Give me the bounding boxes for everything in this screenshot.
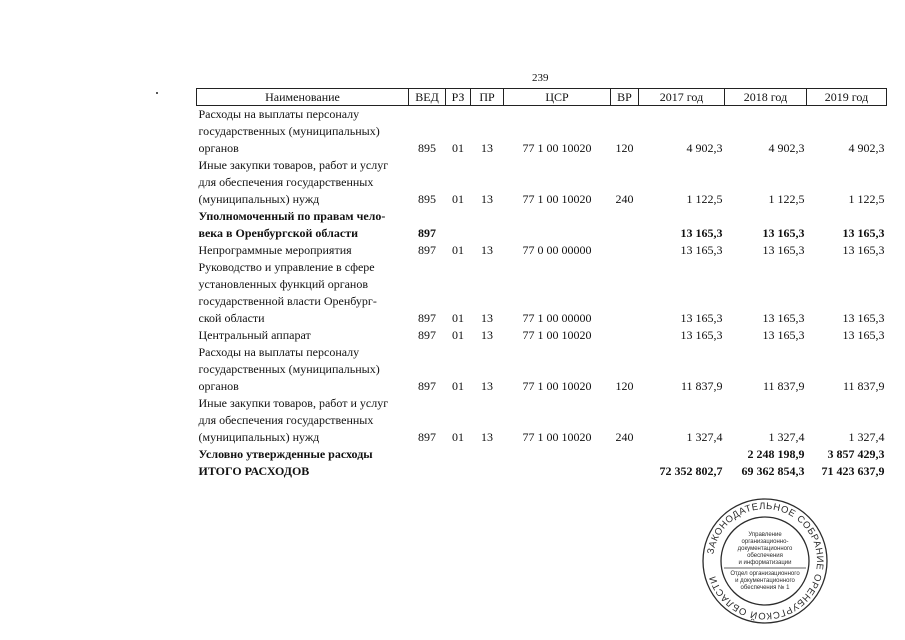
cell-pr: 13 [481, 328, 493, 342]
cell-ved [409, 463, 446, 480]
cell-vr: 120 [615, 379, 634, 393]
cell-2019: 13 165,3 [842, 226, 885, 240]
cell-ved: 897 [418, 243, 436, 257]
cell-rz [446, 446, 471, 463]
cell-2018: 13 165,3 [762, 311, 805, 325]
cell-2019: 11 837,9 [842, 379, 885, 393]
cell-name [197, 242, 409, 259]
cell-vr [611, 259, 639, 327]
cell-2019: 71 423 637,9 [821, 464, 885, 478]
cell-name-line: ИТОГО РАСХОДОВ [198, 464, 310, 478]
scan-speck [156, 92, 158, 94]
cell-name [197, 106, 409, 158]
cell-2018: 2 248 198,9 [747, 447, 805, 461]
table-body [197, 106, 887, 481]
cell-name-line: установленных функций органов [198, 277, 369, 291]
cell-name-line: для обеспечения государственных [198, 175, 374, 189]
cell-name-line: Иные закупки товаров, работ и услуг [198, 396, 389, 410]
stamp-inner-line: обеспечения [747, 553, 783, 559]
cell-name-line: Центральный аппарат [198, 328, 311, 342]
cell-2019: 4 902,3 [848, 141, 885, 155]
official-stamp [700, 496, 830, 626]
header-csr: ЦСР [504, 89, 611, 106]
cell-name-line: (муниципальных) нужд [198, 192, 320, 206]
cell-name-line: государственных (муниципальных) [198, 124, 380, 138]
cell-rz: 01 [452, 328, 464, 342]
cell-2017: 13 165,3 [680, 243, 723, 257]
cell-pr [471, 463, 504, 480]
table-row [197, 463, 887, 480]
cell-name-line: органов [198, 141, 239, 155]
cell-csr: 77 1 00 10020 [522, 379, 592, 393]
cell-2017: 11 837,9 [680, 379, 723, 393]
table-row [197, 327, 887, 344]
stamp-inner-line: и документационного [735, 578, 795, 584]
cell-2018: 13 165,3 [762, 243, 805, 257]
cell-vr [611, 208, 639, 242]
cell-pr: 13 [481, 311, 493, 325]
header-2018: 2018 год [725, 89, 807, 106]
cell-name-line: государственных (муниципальных) [198, 362, 380, 376]
cell-pr [471, 446, 504, 463]
stamp-inner-line: Управление [748, 532, 782, 538]
cell-name [197, 327, 409, 344]
cell-2017: 1 327,4 [686, 430, 723, 444]
cell-name [197, 208, 409, 242]
cell-ved: 897 [418, 430, 436, 444]
header-name: Наименование [197, 89, 409, 106]
cell-vr [611, 446, 639, 463]
cell-2017: 13 165,3 [680, 226, 723, 240]
cell-pr: 13 [481, 243, 493, 257]
cell-2018: 1 122,5 [768, 192, 805, 206]
cell-pr: 13 [481, 141, 493, 155]
table-row [197, 106, 887, 158]
cell-ved [409, 446, 446, 463]
cell-name-line: Руководство и управление в сфере [198, 260, 375, 274]
cell-name-line: Уполномоченный по правам чело- [198, 209, 386, 223]
cell-ved: 897 [418, 379, 436, 393]
cell-2018: 69 362 854,3 [741, 464, 805, 478]
cell-name [197, 446, 409, 463]
header-2019: 2019 год [807, 89, 887, 106]
budget-table [196, 88, 887, 480]
cell-name-line: Условно утвержденные расходы [198, 447, 373, 461]
cell-2017: 1 122,5 [686, 192, 723, 206]
cell-name-line: Непрограммные мероприятия [198, 243, 352, 257]
cell-vr: 240 [615, 430, 634, 444]
cell-csr: 77 0 00 00000 [522, 243, 592, 257]
cell-pr: 13 [481, 192, 493, 206]
cell-name-line: государственной власти Оренбург- [198, 294, 377, 308]
table-row [197, 344, 887, 395]
table-row [197, 208, 887, 242]
cell-2018: 11 837,9 [762, 379, 805, 393]
cell-2018: 4 902,3 [768, 141, 805, 155]
stamp-inner-line: обеспечения № 1 [740, 585, 790, 591]
cell-pr [471, 208, 504, 242]
header-ved: ВЕД [409, 89, 446, 106]
cell-2019: 1 122,5 [848, 192, 885, 206]
cell-ved: 895 [418, 192, 436, 206]
cell-pr: 13 [481, 430, 493, 444]
cell-rz: 01 [452, 192, 464, 206]
cell-name-line: Расходы на выплаты персоналу [198, 345, 360, 359]
cell-2017: 13 165,3 [680, 311, 723, 325]
cell-ved: 897 [418, 226, 436, 240]
page-number: 239 [532, 72, 549, 84]
cell-vr [611, 463, 639, 480]
table-header-row [197, 89, 887, 106]
cell-csr: 77 1 00 10020 [522, 328, 592, 342]
cell-2018: 13 165,3 [762, 226, 805, 240]
cell-name [197, 463, 409, 480]
table-row [197, 446, 887, 463]
stamp-ring-text: ЗАКОНОДАТЕЛЬНОЕ СОБРАНИЕ ОРЕНБУРГСКОЙ ОБЛАСТИ [705, 500, 826, 622]
cell-vr [611, 242, 639, 259]
stamp-inner-line: и информатизации [738, 560, 792, 566]
cell-name-line: Иные закупки товаров, работ и услуг [198, 158, 389, 172]
stamp-inner-text [724, 532, 806, 591]
cell-name-line: Расходы на выплаты персоналу [198, 107, 360, 121]
table-row [197, 242, 887, 259]
cell-csr: 77 1 00 10020 [522, 192, 592, 206]
cell-ved: 897 [418, 311, 436, 325]
stamp-inner-line: организационно- [741, 539, 789, 545]
table-row [197, 395, 887, 446]
cell-2018: 13 165,3 [762, 328, 805, 342]
cell-2019: 3 857 429,3 [827, 447, 885, 461]
cell-name [197, 344, 409, 395]
cell-vr: 120 [615, 141, 634, 155]
cell-2018: 1 327,4 [768, 430, 805, 444]
cell-2017: 13 165,3 [680, 328, 723, 342]
cell-rz: 01 [452, 243, 464, 257]
cell-pr: 13 [481, 379, 493, 393]
cell-csr [504, 208, 611, 242]
cell-2017 [639, 446, 725, 463]
cell-rz: 01 [452, 141, 464, 155]
cell-vr [611, 327, 639, 344]
cell-2019: 13 165,3 [842, 311, 885, 325]
cell-rz: 01 [452, 430, 464, 444]
cell-rz [446, 208, 471, 242]
cell-rz: 01 [452, 311, 464, 325]
cell-csr: 77 1 00 10020 [522, 430, 592, 444]
cell-name-line: века в Оренбургской области [198, 226, 358, 240]
cell-name [197, 259, 409, 327]
cell-name-line: для обеспечения государственных [198, 413, 374, 427]
cell-ved: 897 [418, 328, 436, 342]
cell-2017: 4 902,3 [686, 141, 723, 155]
cell-csr [504, 463, 611, 480]
cell-rz [446, 463, 471, 480]
table-row [197, 259, 887, 327]
cell-name-line: органов [198, 379, 239, 393]
stamp-inner-line: Отдел организационного [730, 571, 800, 577]
header-rz: РЗ [446, 89, 471, 106]
cell-name-line: (муниципальных) нужд [198, 430, 320, 444]
header-vr: ВР [611, 89, 639, 106]
header-pr: ПР [471, 89, 504, 106]
table-row [197, 157, 887, 208]
stamp-inner-line: документационного [737, 546, 793, 552]
cell-csr: 77 1 00 10020 [522, 141, 592, 155]
header-2017: 2017 год [639, 89, 725, 106]
cell-csr: 77 1 00 00000 [522, 311, 592, 325]
cell-2019: 1 327,4 [848, 430, 885, 444]
cell-vr: 240 [615, 192, 634, 206]
cell-name [197, 157, 409, 208]
cell-2017: 72 352 802,7 [659, 464, 723, 478]
cell-name-line: ской области [198, 311, 265, 325]
cell-rz: 01 [452, 379, 464, 393]
cell-2019: 13 165,3 [842, 328, 885, 342]
cell-2019: 13 165,3 [842, 243, 885, 257]
cell-csr [504, 446, 611, 463]
cell-ved: 895 [418, 141, 436, 155]
cell-name [197, 395, 409, 446]
